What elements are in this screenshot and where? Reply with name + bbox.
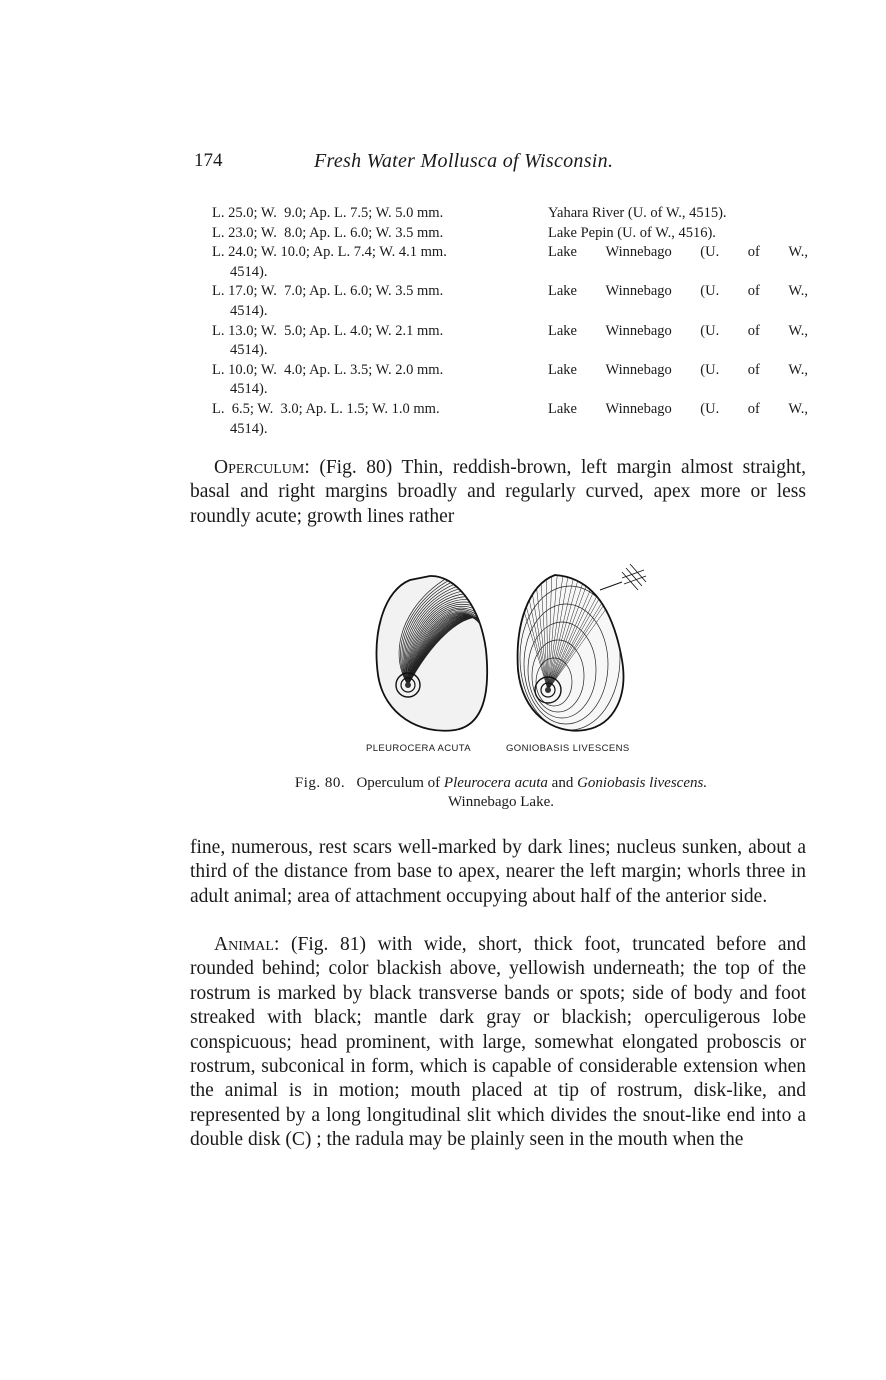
operculum-illustration <box>360 550 660 745</box>
animal-paragraph <box>190 933 806 1153</box>
measurement-row <box>212 243 812 282</box>
measurement-continuation: 4514). <box>230 342 268 359</box>
measurement-continuation: 4514). <box>230 302 268 319</box>
measurement-dimensions: L. 23.0; W. 8.0; Ap. L. 6.0; W. 3.5 mm. <box>212 224 444 241</box>
measurement-continuation: 4514). <box>230 381 268 398</box>
page-header <box>194 150 806 180</box>
goniobasis-operculum-drawing <box>508 550 656 745</box>
operculum-heading: Operculum <box>214 457 305 478</box>
caption-middle: and <box>547 775 578 791</box>
measurement-row <box>212 204 812 224</box>
measurement-row <box>212 322 812 361</box>
animal-text: : (Fig. 81) with wide, short, thick foot, truncated before and rounded behind; color blackish above, yellowish underneath; the top of the rostrum is marked by black transverse bands or spots; side of body and foot streaked with black; mantle dark gray or blackish; operculigerous lobe conspicuous; head prominent, with large, somewhat elongated proboscis or rostrum, subconical in form, which is capable of considerable extension when the animal is in motion; mouth placed at tip of rostrum, disk-like, and represented by a long longitudinal slit which divides the snout-like end into a double disk (C) ; the radula may be plainly seen in the mouth when the <box>190 934 806 1151</box>
operculum-text: : (Fig. 80) Thin, reddish-brown, left margin almost straight, basal and right margins broadly and regularly curved, apex more or less roundly acute; growth lines rather <box>190 457 806 527</box>
figure-80 <box>360 550 660 765</box>
measurement-row <box>212 224 812 244</box>
page-number: 174 <box>194 150 223 171</box>
caption-figure-number: Fig. 80. <box>294 775 346 791</box>
measurement-continuation: 4514). <box>230 263 268 280</box>
caption-species-2: Goniobasis livescens. <box>577 775 708 791</box>
figure-label-goniobasis: GONIOBASIS LIVESCENS <box>506 743 630 754</box>
measurement-location: Lake Winnebago (U. of W., <box>548 400 808 417</box>
measurement-location: Lake Pepin (U. of W., 4516). <box>548 224 716 241</box>
continuation-paragraph: fine, numerous, rest scars well-marked by dark lines; nucleus sunken, about a third of the distance from base to apex, nearer the left margin; whorls three in adult animal; area of attachment occupying about half of the anterior side. <box>190 837 806 907</box>
measurement-continuation: 4514). <box>230 420 268 437</box>
figure-caption <box>196 774 806 812</box>
measurement-row <box>212 282 812 321</box>
figure-label-pleurocera: PLEUROCERA ACUTA <box>366 743 471 754</box>
measurement-location: Lake Winnebago (U. of W., <box>548 361 808 378</box>
caption-prefix: Operculum of <box>356 775 444 791</box>
measurement-dimensions: L. 24.0; W. 10.0; Ap. L. 7.4; W. 4.1 mm. <box>212 244 447 261</box>
caption-line-2: Winnebago Lake. <box>447 794 555 810</box>
running-title: Fresh Water Mollusca of Wisconsin. <box>314 150 614 172</box>
animal-heading: Animal <box>214 934 274 955</box>
measurement-row <box>212 361 812 400</box>
measurement-dimensions: L. 6.5; W. 3.0; Ap. L. 1.5; W. 1.0 mm. <box>212 400 440 417</box>
measurement-location: Lake Winnebago (U. of W., <box>548 283 808 300</box>
measurements-table <box>212 204 812 439</box>
measurement-row <box>212 400 812 439</box>
measurement-dimensions: L. 25.0; W. 9.0; Ap. L. 7.5; W. 5.0 mm. <box>212 205 444 221</box>
measurement-location: Lake Winnebago (U. of W., <box>548 244 808 261</box>
measurement-dimensions: L. 17.0; W. 7.0; Ap. L. 6.0; W. 3.5 mm. <box>212 283 444 300</box>
measurement-dimensions: L. 10.0; W. 4.0; Ap. L. 3.5; W. 2.0 mm. <box>212 361 444 378</box>
pleurocera-operculum-drawing <box>377 560 504 742</box>
measurement-location: Lake Winnebago (U. of W., <box>548 322 808 339</box>
operculum-paragraph <box>190 456 806 529</box>
caption-species-1: Pleurocera acuta <box>443 775 548 791</box>
measurement-location: Yahara River (U. of W., 4515). <box>548 205 727 221</box>
measurement-dimensions: L. 13.0; W. 5.0; Ap. L. 4.0; W. 2.1 mm. <box>212 322 444 339</box>
caption-line-1 <box>196 774 806 793</box>
